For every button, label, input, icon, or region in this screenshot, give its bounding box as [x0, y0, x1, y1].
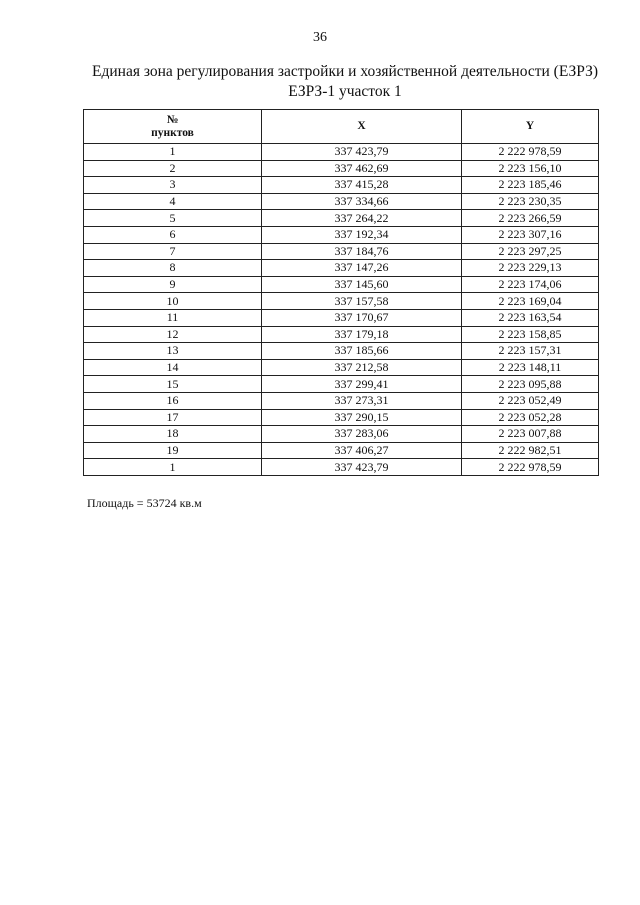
header-num-label: пунктов	[151, 126, 194, 139]
cell-point-number: 17	[84, 409, 262, 426]
table-row	[84, 359, 599, 376]
cell-point-number: 15	[84, 376, 262, 393]
cell-point-number: 6	[84, 226, 262, 243]
cell-x: 337 179,18	[262, 326, 462, 343]
cell-point-number: 18	[84, 426, 262, 443]
table-row	[84, 409, 599, 426]
cell-point-number: 8	[84, 260, 262, 277]
cell-point-number: 1	[84, 144, 262, 161]
cell-x: 337 462,69	[262, 160, 462, 177]
table-row	[84, 144, 599, 161]
table-row	[84, 210, 599, 227]
cell-x: 337 406,27	[262, 442, 462, 459]
cell-y: 2 223 174,06	[462, 276, 599, 293]
coordinates-table	[83, 109, 599, 476]
cell-y: 2 223 266,59	[462, 210, 599, 227]
table-body	[84, 144, 599, 476]
table-row	[84, 459, 599, 476]
table-row	[84, 326, 599, 343]
cell-x: 337 212,58	[262, 359, 462, 376]
cell-x: 337 145,60	[262, 276, 462, 293]
header-point-number	[84, 110, 262, 144]
cell-x: 337 264,22	[262, 210, 462, 227]
cell-point-number: 2	[84, 160, 262, 177]
cell-x: 337 184,76	[262, 243, 462, 260]
cell-y: 2 223 007,88	[462, 426, 599, 443]
cell-y: 2 222 978,59	[462, 459, 599, 476]
page-number: 36	[313, 30, 327, 45]
cell-x: 337 170,67	[262, 309, 462, 326]
cell-point-number: 4	[84, 193, 262, 210]
header-row	[84, 110, 599, 144]
table-row	[84, 177, 599, 194]
table-row	[84, 426, 599, 443]
table-row	[84, 392, 599, 409]
document-title	[80, 62, 610, 102]
table-row	[84, 243, 599, 260]
cell-y: 2 223 158,85	[462, 326, 599, 343]
cell-y: 2 222 982,51	[462, 442, 599, 459]
cell-point-number: 14	[84, 359, 262, 376]
table-row	[84, 226, 599, 243]
header-num-symbol: №	[166, 113, 179, 126]
area-note: Площадь = 53724 кв.м	[87, 496, 202, 510]
table-header	[84, 110, 599, 144]
cell-y: 2 223 052,49	[462, 392, 599, 409]
cell-point-number: 11	[84, 309, 262, 326]
cell-point-number: 16	[84, 392, 262, 409]
cell-y: 2 223 169,04	[462, 293, 599, 310]
cell-y: 2 223 230,35	[462, 193, 599, 210]
cell-point-number: 1	[84, 459, 262, 476]
cell-point-number: 12	[84, 326, 262, 343]
title-line-2: ЕЗРЗ-1 участок 1	[288, 83, 402, 100]
cell-x: 337 415,28	[262, 177, 462, 194]
cell-point-number: 5	[84, 210, 262, 227]
table-row	[84, 343, 599, 360]
cell-y: 2 222 978,59	[462, 144, 599, 161]
table-row	[84, 160, 599, 177]
cell-y: 2 223 229,13	[462, 260, 599, 277]
cell-y: 2 223 297,25	[462, 243, 599, 260]
cell-point-number: 19	[84, 442, 262, 459]
table-row	[84, 260, 599, 277]
cell-x: 337 423,79	[262, 459, 462, 476]
cell-y: 2 223 185,46	[462, 177, 599, 194]
cell-x: 337 192,34	[262, 226, 462, 243]
cell-y: 2 223 095,88	[462, 376, 599, 393]
cell-point-number: 3	[84, 177, 262, 194]
title-line-1: Единая зона регулирования застройки и хозяйственной деятельности (ЕЗРЗ)	[92, 63, 598, 80]
cell-y: 2 223 307,16	[462, 226, 599, 243]
cell-y: 2 223 156,10	[462, 160, 599, 177]
cell-x: 337 273,31	[262, 392, 462, 409]
cell-x: 337 299,41	[262, 376, 462, 393]
header-x: X	[262, 110, 462, 144]
cell-y: 2 223 157,31	[462, 343, 599, 360]
cell-point-number: 10	[84, 293, 262, 310]
table-row	[84, 293, 599, 310]
cell-y: 2 223 148,11	[462, 359, 599, 376]
table-row	[84, 376, 599, 393]
table-row	[84, 442, 599, 459]
cell-y: 2 223 052,28	[462, 409, 599, 426]
header-y: Y	[462, 110, 599, 144]
cell-point-number: 13	[84, 343, 262, 360]
cell-point-number: 9	[84, 276, 262, 293]
cell-x: 337 147,26	[262, 260, 462, 277]
cell-x: 337 334,66	[262, 193, 462, 210]
cell-x: 337 423,79	[262, 144, 462, 161]
cell-x: 337 185,66	[262, 343, 462, 360]
cell-y: 2 223 163,54	[462, 309, 599, 326]
table-row	[84, 193, 599, 210]
table-row	[84, 276, 599, 293]
cell-point-number: 7	[84, 243, 262, 260]
cell-x: 337 290,15	[262, 409, 462, 426]
cell-x: 337 283,06	[262, 426, 462, 443]
table-row	[84, 309, 599, 326]
cell-x: 337 157,58	[262, 293, 462, 310]
